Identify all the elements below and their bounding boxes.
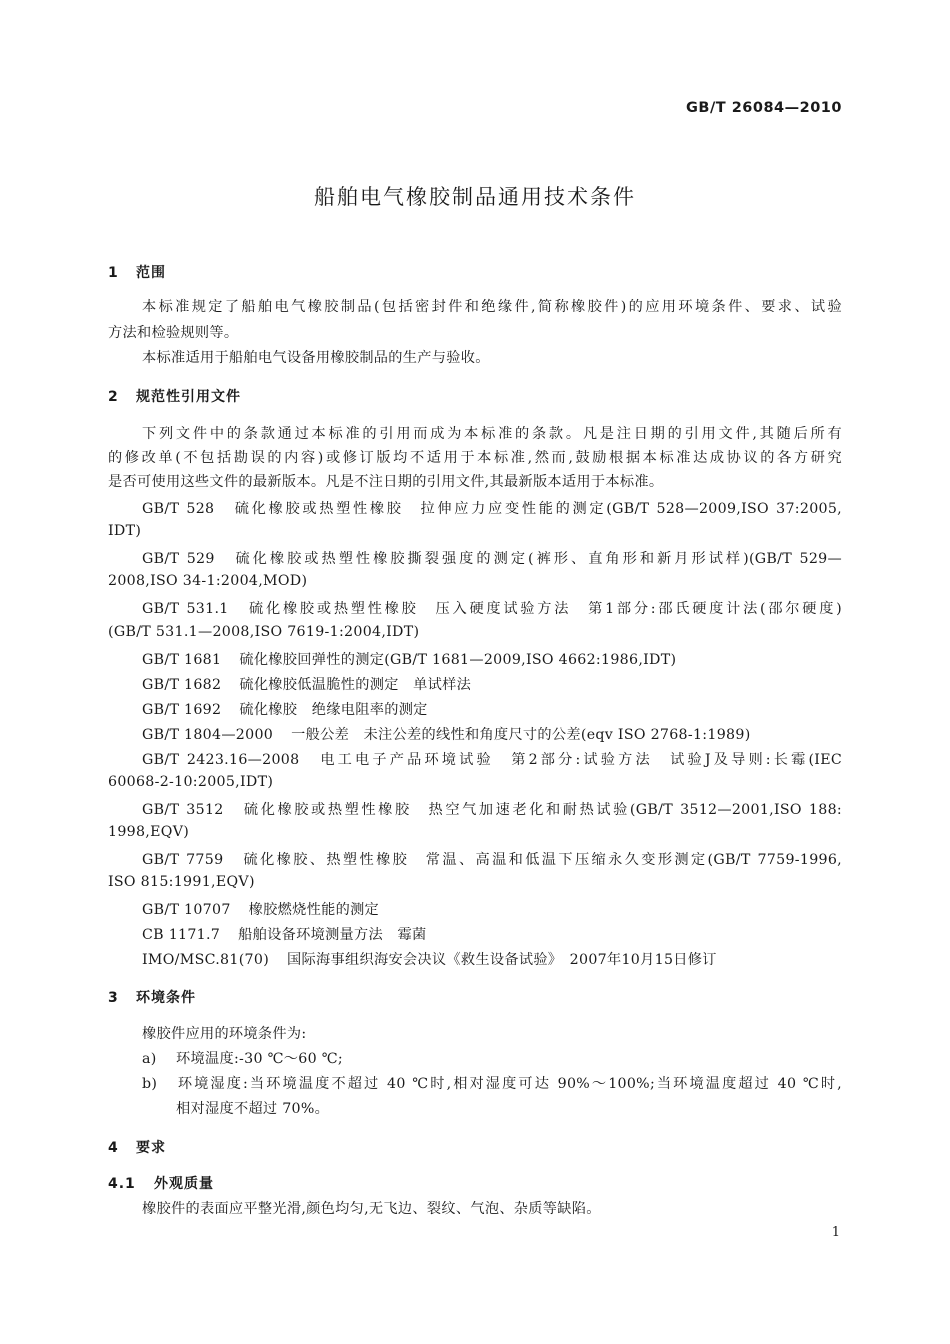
list-item-a <box>142 1048 343 1068</box>
reference-title: 硫化橡胶或热塑性橡胶撕裂强度的测定(裤形、直角形和新月形试样)(GB/T 529— <box>232 551 842 567</box>
page-number: 1 <box>831 1225 840 1240</box>
list-label: b) <box>142 1076 158 1092</box>
reference-entry <box>142 498 842 518</box>
section-title: 范围 <box>136 265 166 281</box>
reference-title: 一般公差 未注公差的线性和角度尺寸的公差(eqv ISO 2768-1:1989) <box>291 727 751 743</box>
reference-code: GB/T 2423.16—2008 <box>142 752 300 768</box>
section-title: 规范性引用文件 <box>136 389 241 405</box>
paragraph-line: 橡胶件的表面应平整光滑,颜色均匀,无飞边、裂纹、气泡、杂质等缺陷。 <box>142 1201 601 1217</box>
reference-title: 硫化橡胶或热塑性橡胶 压入硬度试验方法 第1部分:邵氏硬度计法(邵尔硬度) <box>246 601 842 617</box>
paragraph-line: 本标准规定了船舶电气橡胶制品(包括密封件和绝缘件,简称橡胶件)的应用环境条件、要求、试验 <box>142 299 842 315</box>
reference-entry <box>142 749 842 769</box>
reference-entry <box>142 674 471 694</box>
reference-continuation: IDT) <box>108 523 142 539</box>
reference-entry <box>142 924 426 944</box>
reference-continuation: (GB/T 531.1—2008,ISO 7619-1:2004,IDT) <box>108 624 420 640</box>
section-1-heading <box>108 262 166 282</box>
reference-code: GB/T 7759 <box>142 852 224 868</box>
reference-title: 硫化橡胶 绝缘电阻率的测定 <box>239 702 428 718</box>
section-4-heading <box>108 1137 166 1157</box>
reference-code: GB/T 3512 <box>142 802 224 818</box>
reference-entry <box>142 548 842 568</box>
paragraph-line: 的修改单(不包括勘误的内容)或修订版均不适用于本标准,然而,鼓励根据本标准达成协议的各方研究 <box>108 450 842 466</box>
reference-code: IMO/MSC.81(70) <box>142 952 270 968</box>
list-text: 环境湿度:当环境温度不超过 40 ℃时,相对湿度可达 90%～100%;当环境温度超过 40 ℃时, <box>176 1076 842 1092</box>
reference-entry <box>142 724 751 744</box>
reference-entry <box>142 699 428 719</box>
reference-code: GB/T 10707 <box>142 902 231 918</box>
reference-entry <box>142 849 842 869</box>
reference-title: 橡胶燃烧性能的测定 <box>248 902 380 918</box>
reference-entry <box>142 799 842 819</box>
section-number: 3 <box>108 990 119 1006</box>
section-number: 1 <box>108 265 119 281</box>
document-title: 船舶电气橡胶制品通用技术条件 <box>314 185 636 209</box>
reference-entry <box>142 598 842 618</box>
reference-title: 国际海事组织海安会决议《救生设备试验》 2007年10月15日修订 <box>287 952 717 968</box>
reference-title: 电工电子产品环境试验 第2部分:试验方法 试验J及导则:长霉(IEC <box>317 752 843 768</box>
reference-title: 船舶设备环境测量方法 霉菌 <box>238 927 427 943</box>
reference-code: GB/T 529 <box>142 551 215 567</box>
standard-number: GB/T 26084—2010 <box>686 100 842 116</box>
subsection-number: 4.1 <box>108 1176 136 1192</box>
reference-code: GB/T 531.1 <box>142 601 229 617</box>
reference-entry <box>142 949 717 969</box>
reference-code: GB/T 1804—2000 <box>142 727 274 743</box>
reference-continuation: 1998,EQV) <box>108 824 190 840</box>
paragraph-line: 本标准适用于船舶电气设备用橡胶制品的生产与验收。 <box>142 350 490 366</box>
section-number: 2 <box>108 389 119 405</box>
list-label: a) <box>142 1051 157 1067</box>
list-item-b-continuation: 相对湿度不超过 70%。 <box>176 1101 330 1117</box>
paragraph-line: 方法和检验规则等。 <box>108 325 239 341</box>
section-2-heading <box>108 386 241 406</box>
subsection-title: 外观质量 <box>154 1176 214 1192</box>
section-3-heading <box>108 987 196 1007</box>
reference-entry <box>142 899 379 919</box>
paragraph-line: 橡胶件应用的环境条件为: <box>142 1026 307 1042</box>
subsection-4-1-heading <box>108 1173 214 1193</box>
list-text: 环境温度:-30 ℃～60 ℃; <box>176 1051 343 1067</box>
list-item-b <box>142 1073 842 1093</box>
reference-title: 硫化橡胶回弹性的测定(GB/T 1681—2009,ISO 4662:1986,IDT) <box>239 652 677 668</box>
reference-title: 硫化橡胶或热塑性橡胶 热空气加速老化和耐热试验(GB/T 3512—2001,ISO 188: <box>241 802 842 818</box>
reference-code: GB/T 1692 <box>142 702 222 718</box>
paragraph-line: 是否可使用这些文件的最新版本。凡是不注日期的引用文件,其最新版本适用于本标准。 <box>108 474 664 490</box>
reference-code: GB/T 1682 <box>142 677 222 693</box>
section-title: 要求 <box>136 1140 166 1156</box>
reference-entry <box>142 649 676 669</box>
section-number: 4 <box>108 1140 119 1156</box>
section-title: 环境条件 <box>136 990 196 1006</box>
reference-title: 硫化橡胶、热塑性橡胶 常温、高温和低温下压缩永久变形测定(GB/T 7759-1996, <box>241 852 842 868</box>
reference-continuation: 2008,ISO 34-1:2004,MOD) <box>108 573 308 589</box>
reference-code: GB/T 528 <box>142 501 215 517</box>
reference-continuation: ISO 815:1991,EQV) <box>108 874 255 890</box>
reference-title: 硫化橡胶或热塑性橡胶 拉伸应力应变性能的测定(GB/T 528—2009,ISO 37:2005, <box>232 501 842 517</box>
reference-code: GB/T 1681 <box>142 652 222 668</box>
reference-code: CB 1171.7 <box>142 927 221 943</box>
reference-continuation: 60068-2-10:2005,IDT) <box>108 774 274 790</box>
paragraph-line: 下列文件中的条款通过本标准的引用而成为本标准的条款。凡是注日期的引用文件,其随后所有 <box>142 426 842 442</box>
reference-title: 硫化橡胶低温脆性的测定 单试样法 <box>239 677 472 693</box>
